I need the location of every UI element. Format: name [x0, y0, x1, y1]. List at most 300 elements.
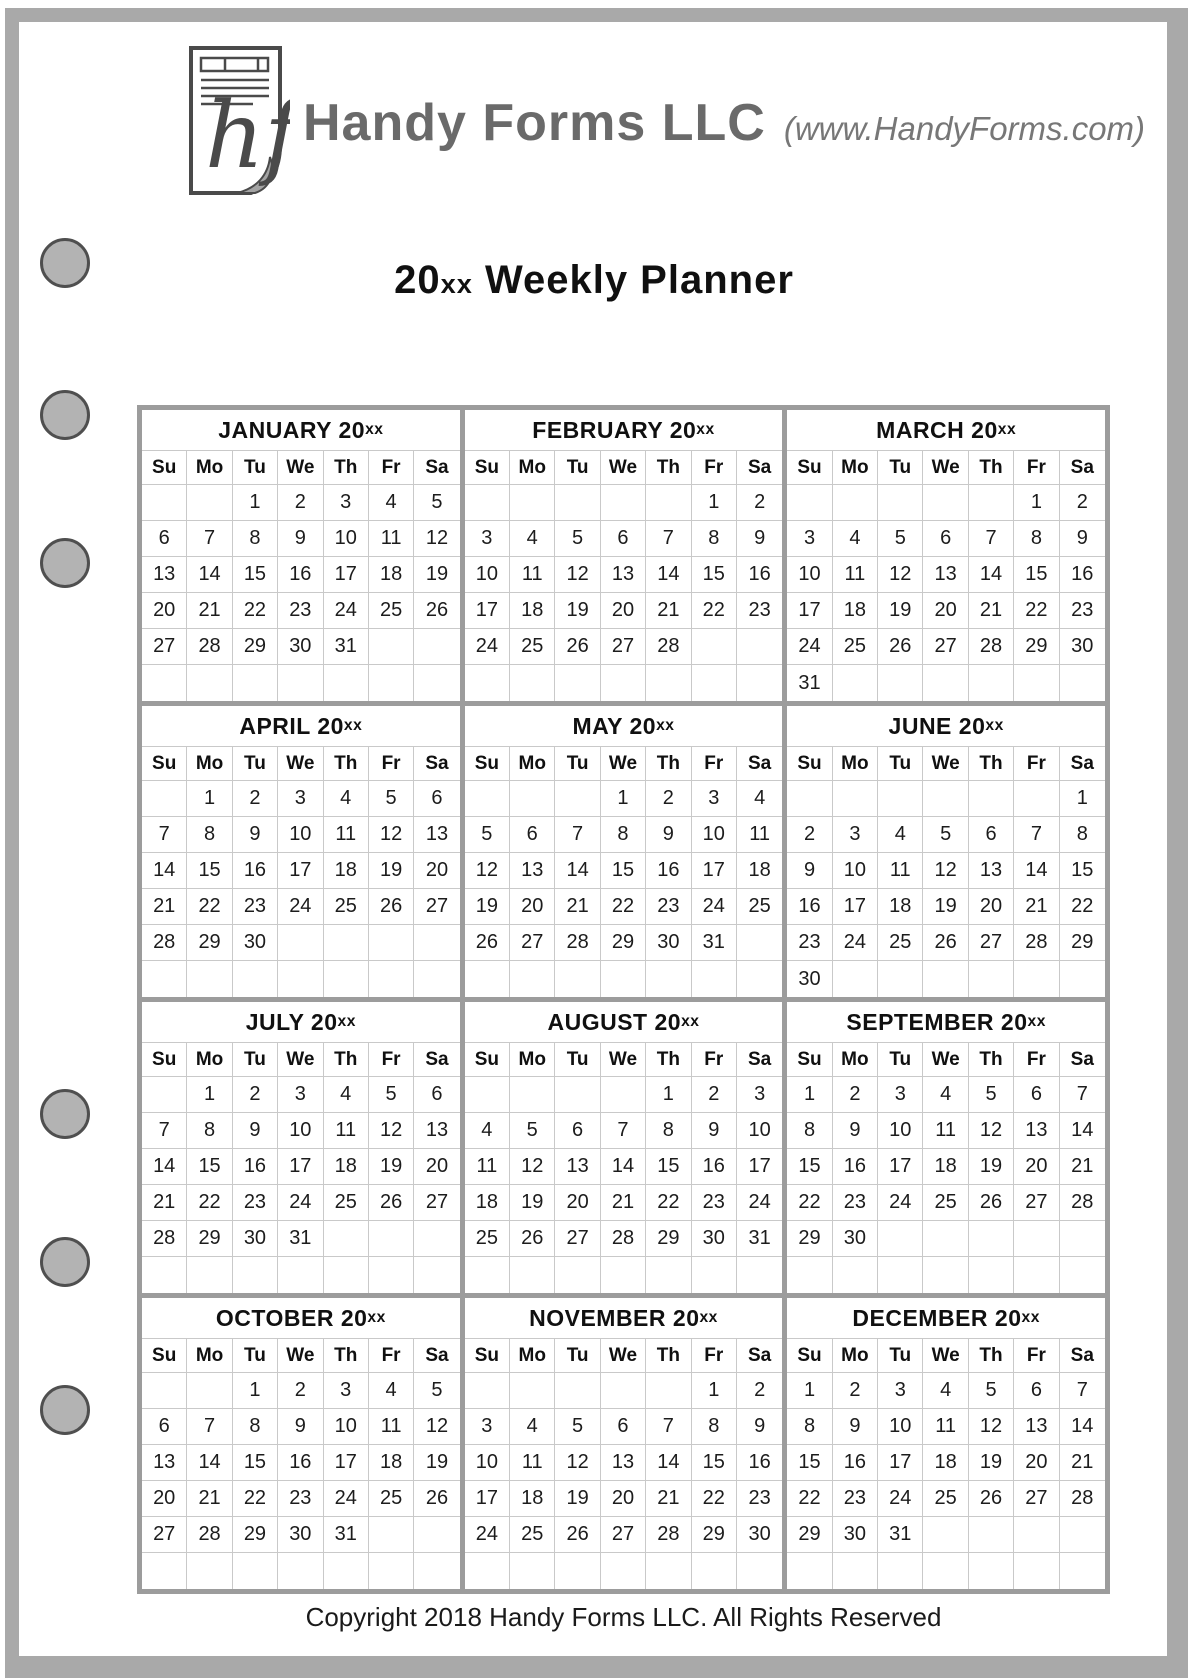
weekday-label: Mo	[187, 1043, 232, 1077]
day-cell: 31	[324, 629, 369, 665]
week-row	[787, 1185, 1105, 1221]
day-cell-empty	[878, 1553, 923, 1589]
day-cell: 20	[414, 1149, 459, 1185]
punch-hole	[40, 1385, 90, 1435]
weekday-label: Fr	[692, 1339, 737, 1373]
weekday-label: Su	[465, 1043, 510, 1077]
day-cell: 22	[1060, 889, 1105, 925]
weekday-label: Mo	[833, 747, 878, 781]
month-title: MARCH 20 xx	[787, 410, 1105, 451]
week-row	[787, 1077, 1105, 1113]
day-cell: 24	[465, 1517, 510, 1553]
weekday-label: Sa	[1060, 1043, 1105, 1077]
weekday-label: We	[278, 1339, 323, 1373]
day-cell-empty	[555, 781, 600, 817]
day-cell-empty	[510, 1257, 555, 1293]
day-cell-empty	[324, 1257, 369, 1293]
day-cell-empty	[923, 665, 968, 701]
day-cell: 26	[510, 1221, 555, 1257]
day-cell-empty	[555, 485, 600, 521]
day-cell: 28	[1060, 1481, 1105, 1517]
week-row	[465, 593, 783, 629]
day-cell-empty	[555, 1553, 600, 1589]
weekday-label: Sa	[414, 747, 459, 781]
day-cell: 16	[278, 557, 323, 593]
week-row	[465, 889, 783, 925]
day-cell: 21	[555, 889, 600, 925]
month-title: NOVEMBER 20 xx	[465, 1298, 783, 1339]
weekday-label: Tu	[878, 747, 923, 781]
day-cell: 18	[510, 1481, 555, 1517]
month-title: APRIL 20 xx	[142, 706, 460, 747]
weekday-label: Fr	[692, 747, 737, 781]
weekday-header-row	[142, 1043, 460, 1077]
week-row	[787, 781, 1105, 817]
day-cell: 15	[646, 1149, 691, 1185]
day-cell: 24	[787, 629, 832, 665]
day-cell: 15	[692, 1445, 737, 1481]
week-row	[142, 781, 460, 817]
day-cell-empty	[414, 1553, 459, 1589]
week-row	[787, 1373, 1105, 1409]
weekday-label: We	[923, 1339, 968, 1373]
day-cell: 1	[787, 1373, 832, 1409]
day-cell: 25	[923, 1481, 968, 1517]
day-cell-empty	[1014, 1221, 1059, 1257]
day-cell-empty	[923, 1553, 968, 1589]
day-cell: 30	[787, 961, 832, 997]
weekday-label: Th	[969, 1339, 1014, 1373]
day-cell: 27	[969, 925, 1014, 961]
day-cell: 30	[833, 1221, 878, 1257]
weekday-label: Sa	[737, 1339, 782, 1373]
weekday-header-row	[465, 747, 783, 781]
day-cell-empty	[510, 781, 555, 817]
day-cell-empty	[1060, 1553, 1105, 1589]
weekday-label: Th	[646, 1043, 691, 1077]
day-cell-empty	[233, 1553, 278, 1589]
day-cell: 23	[278, 1481, 323, 1517]
day-cell-empty	[465, 1257, 510, 1293]
day-cell-empty	[233, 665, 278, 701]
day-cell-empty	[601, 1257, 646, 1293]
day-cell: 12	[369, 817, 414, 853]
week-row	[142, 1409, 460, 1445]
weekday-label: Su	[787, 747, 832, 781]
day-cell: 21	[646, 593, 691, 629]
day-cell-empty	[737, 1257, 782, 1293]
weekday-label: We	[923, 747, 968, 781]
weekday-label: Su	[787, 1043, 832, 1077]
day-cell: 23	[692, 1185, 737, 1221]
week-row	[787, 1257, 1105, 1293]
weekday-label: Th	[324, 1339, 369, 1373]
day-cell: 1	[233, 1373, 278, 1409]
week-row	[142, 889, 460, 925]
day-cell: 21	[1060, 1445, 1105, 1481]
day-cell: 15	[787, 1149, 832, 1185]
week-row	[465, 557, 783, 593]
day-cell-empty	[414, 1257, 459, 1293]
day-cell: 7	[1014, 817, 1059, 853]
day-cell-empty	[878, 485, 923, 521]
day-cell: 18	[324, 1149, 369, 1185]
day-cell-empty	[187, 1373, 232, 1409]
day-cell: 17	[692, 853, 737, 889]
day-cell-empty	[465, 665, 510, 701]
week-row	[142, 557, 460, 593]
copyright-notice: Copyright 2018 Handy Forms LLC. All Rights Reserved	[305, 1602, 942, 1632]
day-cell: 28	[187, 1517, 232, 1553]
day-cell-empty	[1060, 1517, 1105, 1553]
day-cell: 23	[233, 1185, 278, 1221]
weekday-header-row	[142, 747, 460, 781]
weekday-label: Sa	[1060, 1339, 1105, 1373]
day-cell: 24	[324, 593, 369, 629]
day-cell: 4	[923, 1077, 968, 1113]
weekday-label: Su	[787, 1339, 832, 1373]
day-cell-empty	[324, 1221, 369, 1257]
weekday-label: Fr	[1014, 1339, 1059, 1373]
logo-monogram: hf	[205, 82, 290, 189]
week-row	[787, 1409, 1105, 1445]
day-cell: 18	[878, 889, 923, 925]
month-december	[787, 1298, 1105, 1589]
day-cell: 22	[187, 889, 232, 925]
day-cell: 31	[878, 1517, 923, 1553]
day-cell: 30	[278, 1517, 323, 1553]
day-cell: 9	[833, 1409, 878, 1445]
day-cell: 6	[510, 817, 555, 853]
day-cell: 27	[923, 629, 968, 665]
day-cell-empty	[142, 1373, 187, 1409]
day-cell: 30	[692, 1221, 737, 1257]
day-cell-empty	[1014, 1553, 1059, 1589]
day-cell: 24	[465, 629, 510, 665]
day-cell: 29	[692, 1517, 737, 1553]
day-cell: 24	[324, 1481, 369, 1517]
day-cell: 11	[833, 557, 878, 593]
day-cell: 4	[324, 781, 369, 817]
day-cell: 9	[787, 853, 832, 889]
day-cell: 26	[465, 925, 510, 961]
day-cell: 12	[414, 521, 459, 557]
day-cell-empty	[324, 1553, 369, 1589]
weekday-label: Su	[465, 1339, 510, 1373]
day-cell: 5	[465, 817, 510, 853]
day-cell: 3	[787, 521, 832, 557]
day-cell-empty	[601, 1077, 646, 1113]
day-cell: 19	[969, 1149, 1014, 1185]
day-cell: 9	[833, 1113, 878, 1149]
day-cell: 13	[969, 853, 1014, 889]
day-cell-empty	[787, 781, 832, 817]
day-cell: 24	[278, 889, 323, 925]
day-cell: 20	[601, 593, 646, 629]
day-cell: 6	[414, 1077, 459, 1113]
day-cell-empty	[601, 1373, 646, 1409]
day-cell: 3	[324, 1373, 369, 1409]
day-cell-empty	[465, 961, 510, 997]
day-cell: 8	[187, 817, 232, 853]
month-august	[465, 1002, 783, 1293]
day-cell: 30	[737, 1517, 782, 1553]
weekday-label: Tu	[233, 1339, 278, 1373]
day-cell: 7	[142, 817, 187, 853]
day-cell: 11	[369, 1409, 414, 1445]
weekday-label: Tu	[878, 451, 923, 485]
day-cell: 9	[737, 1409, 782, 1445]
day-cell: 30	[833, 1517, 878, 1553]
day-cell-empty	[465, 1553, 510, 1589]
weekday-label: We	[923, 451, 968, 485]
day-cell: 28	[1060, 1185, 1105, 1221]
day-cell: 7	[187, 521, 232, 557]
day-cell-empty	[1014, 1517, 1059, 1553]
day-cell: 28	[142, 1221, 187, 1257]
month-title: JUNE 20 xx	[787, 706, 1105, 747]
day-cell: 13	[1014, 1409, 1059, 1445]
day-cell: 22	[787, 1185, 832, 1221]
day-cell: 14	[187, 557, 232, 593]
day-cell: 10	[465, 1445, 510, 1481]
day-cell: 2	[646, 781, 691, 817]
day-cell: 28	[601, 1221, 646, 1257]
day-cell-empty	[414, 925, 459, 961]
day-cell-empty	[324, 961, 369, 997]
week-row	[465, 925, 783, 961]
day-cell: 12	[555, 557, 600, 593]
day-cell: 1	[692, 1373, 737, 1409]
day-cell: 24	[737, 1185, 782, 1221]
weekday-label: Tu	[555, 747, 600, 781]
day-cell: 12	[969, 1409, 1014, 1445]
day-cell-empty	[923, 781, 968, 817]
day-cell: 29	[1014, 629, 1059, 665]
week-row	[787, 1113, 1105, 1149]
day-cell-empty	[923, 961, 968, 997]
weekday-label: Mo	[510, 451, 555, 485]
day-cell: 18	[465, 1185, 510, 1221]
day-cell: 7	[1060, 1373, 1105, 1409]
day-cell: 5	[369, 1077, 414, 1113]
week-row	[465, 1113, 783, 1149]
day-cell: 26	[414, 593, 459, 629]
week-row	[142, 1149, 460, 1185]
day-cell: 23	[278, 593, 323, 629]
day-cell: 7	[646, 521, 691, 557]
weekday-header-row	[465, 1043, 783, 1077]
day-cell: 17	[465, 1481, 510, 1517]
day-cell: 4	[510, 521, 555, 557]
day-cell-empty	[369, 629, 414, 665]
day-cell-empty	[737, 665, 782, 701]
day-cell-empty	[510, 485, 555, 521]
day-cell-empty	[278, 1553, 323, 1589]
day-cell: 5	[969, 1077, 1014, 1113]
day-cell: 9	[233, 817, 278, 853]
day-cell: 21	[969, 593, 1014, 629]
day-cell: 29	[233, 1517, 278, 1553]
day-cell: 20	[969, 889, 1014, 925]
day-cell: 29	[233, 629, 278, 665]
day-cell-empty	[833, 485, 878, 521]
week-row	[787, 961, 1105, 997]
day-cell: 2	[787, 817, 832, 853]
day-cell: 19	[465, 889, 510, 925]
day-cell-empty	[1060, 1257, 1105, 1293]
day-cell-empty	[969, 1257, 1014, 1293]
day-cell: 26	[369, 1185, 414, 1221]
day-cell: 20	[555, 1185, 600, 1221]
day-cell: 20	[601, 1481, 646, 1517]
day-cell-empty	[787, 1553, 832, 1589]
weekday-label: Tu	[233, 1043, 278, 1077]
day-cell: 27	[1014, 1185, 1059, 1221]
day-cell: 30	[278, 629, 323, 665]
weekday-label: Fr	[369, 747, 414, 781]
week-row	[787, 1221, 1105, 1257]
day-cell-empty	[324, 925, 369, 961]
week-row	[142, 1553, 460, 1589]
weekday-label: We	[601, 1043, 646, 1077]
day-cell: 27	[510, 925, 555, 961]
week-row	[142, 1445, 460, 1481]
week-row	[142, 817, 460, 853]
day-cell: 15	[233, 1445, 278, 1481]
day-cell: 27	[142, 1517, 187, 1553]
day-cell: 12	[465, 853, 510, 889]
day-cell-empty	[187, 1257, 232, 1293]
weekday-label: Su	[142, 747, 187, 781]
day-cell: 8	[787, 1409, 832, 1445]
day-cell-empty	[555, 665, 600, 701]
day-cell: 6	[555, 1113, 600, 1149]
day-cell-empty	[646, 665, 691, 701]
weekday-label: Sa	[1060, 451, 1105, 485]
day-cell-empty	[923, 1221, 968, 1257]
day-cell: 18	[923, 1149, 968, 1185]
day-cell: 16	[737, 1445, 782, 1481]
day-cell-empty	[555, 961, 600, 997]
day-cell: 17	[278, 1149, 323, 1185]
weekday-header-row	[465, 451, 783, 485]
day-cell: 31	[692, 925, 737, 961]
month-march	[787, 410, 1105, 701]
day-cell-empty	[833, 665, 878, 701]
day-cell: 19	[878, 593, 923, 629]
day-cell: 2	[1060, 485, 1105, 521]
day-cell-empty	[833, 961, 878, 997]
day-cell: 14	[969, 557, 1014, 593]
day-cell: 11	[369, 521, 414, 557]
week-row	[465, 1373, 783, 1409]
day-cell: 5	[369, 781, 414, 817]
day-cell: 5	[414, 485, 459, 521]
week-row	[142, 1113, 460, 1149]
month-june	[787, 706, 1105, 997]
day-cell: 9	[737, 521, 782, 557]
day-cell-empty	[142, 1257, 187, 1293]
day-cell: 10	[787, 557, 832, 593]
day-cell: 3	[465, 1409, 510, 1445]
weekday-label: Sa	[414, 451, 459, 485]
weekday-label: Mo	[187, 747, 232, 781]
day-cell: 17	[787, 593, 832, 629]
week-row	[142, 1257, 460, 1293]
day-cell: 21	[1060, 1149, 1105, 1185]
day-cell: 27	[601, 629, 646, 665]
day-cell: 25	[369, 593, 414, 629]
day-cell-empty	[142, 781, 187, 817]
day-cell: 24	[692, 889, 737, 925]
day-cell: 7	[555, 817, 600, 853]
month-april	[142, 706, 460, 997]
day-cell: 19	[969, 1445, 1014, 1481]
day-cell: 3	[878, 1077, 923, 1113]
week-row	[465, 1517, 783, 1553]
day-cell: 8	[233, 1409, 278, 1445]
day-cell: 18	[369, 557, 414, 593]
day-cell: 7	[142, 1113, 187, 1149]
day-cell: 29	[787, 1221, 832, 1257]
day-cell: 25	[878, 925, 923, 961]
month-title: AUGUST 20 xx	[465, 1002, 783, 1043]
weekday-label: Mo	[833, 451, 878, 485]
day-cell-empty	[414, 629, 459, 665]
weekday-header-row	[142, 451, 460, 485]
day-cell: 18	[510, 593, 555, 629]
day-cell-empty	[510, 1553, 555, 1589]
day-cell: 22	[692, 593, 737, 629]
day-cell-empty	[737, 925, 782, 961]
week-row	[142, 1481, 460, 1517]
weekday-label: Th	[646, 451, 691, 485]
month-title: SEPTEMBER 20 xx	[787, 1002, 1105, 1043]
day-cell: 3	[692, 781, 737, 817]
day-cell-empty	[187, 961, 232, 997]
day-cell-empty	[142, 961, 187, 997]
weekday-label: Fr	[1014, 747, 1059, 781]
day-cell: 5	[878, 521, 923, 557]
day-cell-empty	[787, 1257, 832, 1293]
day-cell: 10	[278, 1113, 323, 1149]
brand-website: (www.HandyForms.com)	[783, 110, 1146, 147]
day-cell-empty	[187, 1553, 232, 1589]
day-cell: 13	[601, 557, 646, 593]
day-cell: 29	[646, 1221, 691, 1257]
day-cell: 10	[465, 557, 510, 593]
day-cell: 5	[969, 1373, 1014, 1409]
punch-hole	[40, 538, 90, 588]
day-cell: 18	[737, 853, 782, 889]
day-cell: 6	[142, 1409, 187, 1445]
weekday-label: We	[923, 1043, 968, 1077]
day-cell: 21	[646, 1481, 691, 1517]
day-cell-empty	[369, 1257, 414, 1293]
day-cell: 17	[878, 1445, 923, 1481]
weekday-label: Mo	[510, 1043, 555, 1077]
day-cell: 14	[601, 1149, 646, 1185]
day-cell: 16	[692, 1149, 737, 1185]
brand-name: Handy Forms LLC	[303, 94, 766, 152]
day-cell: 21	[601, 1185, 646, 1221]
day-cell-empty	[369, 1553, 414, 1589]
day-cell: 12	[923, 853, 968, 889]
week-row	[465, 961, 783, 997]
day-cell-empty	[969, 1517, 1014, 1553]
day-cell: 17	[833, 889, 878, 925]
